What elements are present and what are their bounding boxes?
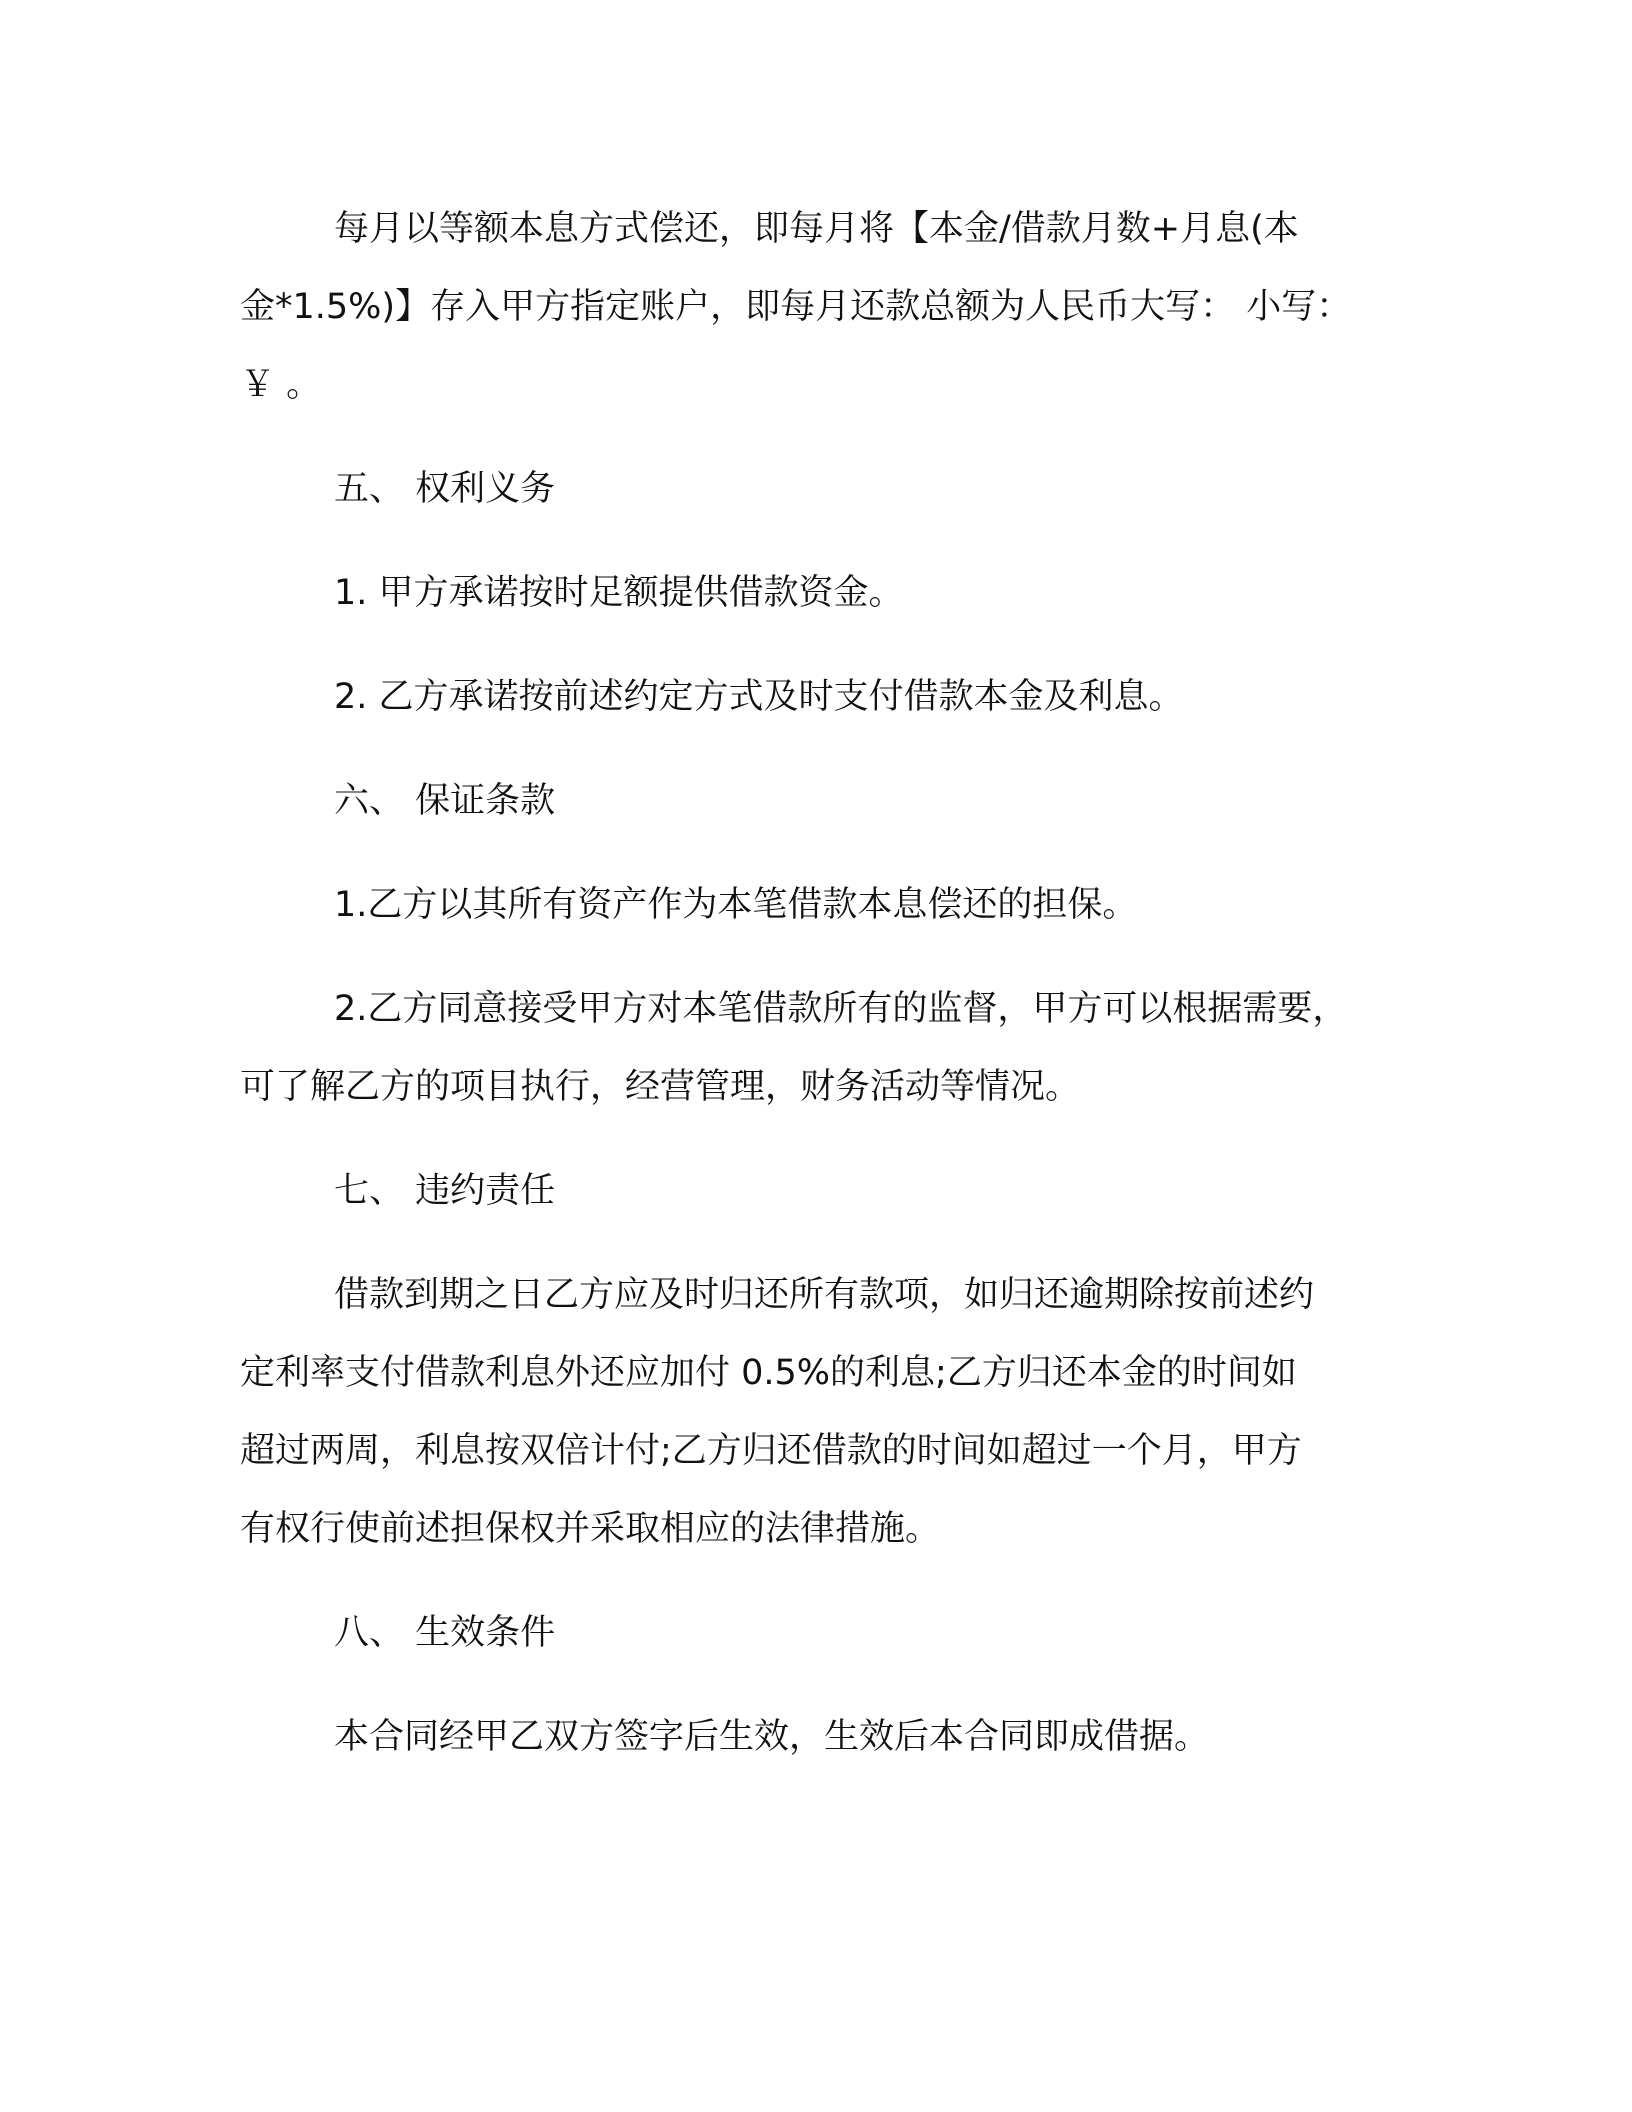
- section-7-heading: 七、 违约责任: [334, 1171, 556, 1211]
- section-5-item-1: 1. 甲方承诺按时足额提供借款资金。: [334, 573, 904, 613]
- section-8-heading: 八、 生效条件: [334, 1613, 556, 1653]
- section-5-item-2: 2. 乙方承诺按前述约定方式及时支付借款本金及利息。: [334, 677, 1184, 717]
- section-7-line-3: 超过两周，利息按双倍计付;乙方归还借款的时间如超过一个月，甲方: [240, 1431, 1302, 1471]
- repayment-line-2: 金*1.5%)】存入甲方指定账户，即每月还款总额为人民币大写： 小写：: [240, 287, 1352, 327]
- section-5-heading: 五、 权利义务: [334, 469, 556, 509]
- document-body: [240, 190, 1400, 1802]
- section-6-item-2-line-2: 可了解乙方的项目执行，经营管理，财务活动等情况。: [240, 1067, 1081, 1107]
- section-7-line-4: 有权行使前述担保权并采取相应的法律措施。: [240, 1509, 941, 1549]
- section-7-line-1: 借款到期之日乙方应及时归还所有款项，如归还逾期除按前述约: [334, 1275, 1315, 1315]
- repayment-paragraph: [240, 190, 1400, 424]
- section-6-item-2-line-1: 2.乙方同意接受甲方对本笔借款所有的监督，甲方可以根据需要，: [334, 989, 1348, 1029]
- section-8-body: 本合同经甲乙双方签字后生效，生效后本合同即成借据。: [334, 1717, 1210, 1757]
- repayment-line-3: ￥ 。: [240, 365, 322, 405]
- repayment-line-1: 每月以等额本息方式偿还，即每月将【本金/借款月数+月息(本: [334, 209, 1299, 249]
- section-6-item-1: 1.乙方以其所有资产作为本笔借款本息偿还的担保。: [334, 885, 1138, 925]
- section-6-heading: 六、 保证条款: [334, 781, 556, 821]
- section-6-item-2: [240, 970, 1400, 1126]
- section-7-body: [240, 1256, 1400, 1568]
- section-7-line-2: 定利率支付借款利息外还应加付 0.5%的利息;乙方归还本金的时间如: [240, 1353, 1297, 1393]
